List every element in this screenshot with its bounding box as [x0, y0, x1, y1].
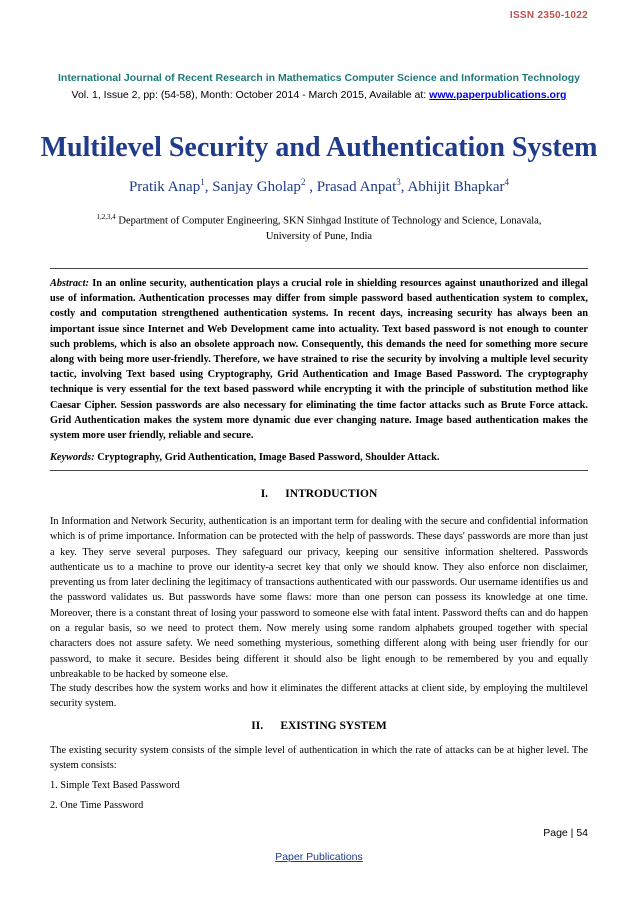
author-separator: ,: [400, 179, 408, 195]
author-name: Pratik Anap: [128, 179, 201, 195]
journal-name: International Journal of Recent Research in Mathematics Computer Science and Information Technology: [58, 72, 580, 84]
page-number: Page | 54: [543, 827, 588, 839]
affiliation: [60, 210, 578, 244]
section-heading-existing-system: II. EXISTING SYSTEM: [251, 720, 387, 732]
author-name: Abhijit Bhapkar: [407, 179, 505, 195]
website-link[interactable]: www.paperpublications.org: [429, 89, 567, 101]
volume-info: [50, 89, 588, 101]
author-separator: ,: [204, 179, 213, 195]
volume-text: Vol. 1, Issue 2, pp: (54-58), Month: October 2014 - March 2015, Available at:: [71, 89, 430, 101]
affiliation-marks: 1,2,3,4: [96, 213, 116, 221]
author-mark: 1: [200, 177, 205, 187]
list-item: 2. One Time Password: [50, 800, 144, 811]
publisher-footer: Paper Publications: [275, 851, 363, 863]
issn-label: ISSN 2350-1022: [509, 10, 588, 21]
affiliation-line-1: Department of Computer Engineering, SKN Sinhgad Institute of Technology and Science, Lonavala,: [115, 215, 542, 227]
affiliation-line-2: University of Pune, India: [265, 230, 373, 242]
keywords: [50, 452, 588, 463]
abstract-text: In an online security, authentication plays a crucial role in shielding resources against unauthorized and illegal use of information. Authentication processes may differ from simple password based authentication system to complex, costly and computation strengthened authentication systems. In recent days, increasing security has always been an important issue since Internet and Web Development came into actuality. Text based password is not enough to counter such problems, which is also an obsolete approach now. Consequently, this demands the need for something more secure along with being more user-friendly. Therefore, we have strained to rise the security by involving a multiple level security tactic, involving Text based using Cryptography, Grid Authentication and Image Based Password. The cryptography technique is very essential for the text based password while encrypting it with the principle of substitution method like Caesar Cipher. Session passwords are also necessary for eliminating the time factor attacks such as Brute Force attack. Grid Authentication makes the system more dynamic due ever changing nature. Image based authentication makes the system more user friendly, reliable and secure.: [50, 278, 588, 442]
intro-paragraph-2: The study describes how the system works and how it eliminates the different attacks at client side, by employing the multilevel security system.: [50, 683, 588, 710]
author-mark: 4: [504, 177, 510, 187]
abstract-top-rule: [50, 268, 588, 269]
section-heading-introduction: I. INTRODUCTION: [260, 488, 378, 500]
author-separator: ,: [305, 179, 317, 195]
list-item: 1. Simple Text Based Password: [50, 780, 180, 791]
keywords-text: Cryptography, Grid Authentication, Image Based Password, Shoulder Attack.: [94, 452, 440, 463]
author-mark: 2: [300, 177, 306, 187]
author-name: Sanjay Gholap: [212, 179, 301, 195]
paper-title: Multilevel Security and Authentication System: [40, 132, 598, 163]
existing-paragraph-1: The existing security system consists of the simple level of authentication in which the rate of attacks can be at higher level. The system consists:: [50, 745, 588, 772]
intro-paragraph-1: In Information and Network Security, authentication is an important term for dealing with the secure and confidential information which is of prime importance. Information can be protected with the help of passwords. These days' passwords are more than just a key. They serve several purposes. They safeguard our privacy, keeping our sensitive information sheltered. Passwords authenticate us to a machine to prove our identity-a secret key that only we should know. They also enforce non disclaimer, preventing us from later declining the legitimacy of transactions authenticated with our passwords. Our username identifies us and the password validates us. But passwords have some flaws: more than one person can possess its knowledge at one time. Moreover, there is a constant threat of losing your password to someone else with fatal intent. Password thefts can and do happen on a regular basis, so we need to protect them. Now merely using some random alphabets grouped together with special characters does not assure safety. We need something mysterious, something different along with being user friendly for our password, to make it secure. Besides being different it should also be light enough to be remembered by you and equally unbreakable to be hacked by someone else.: [50, 516, 588, 680]
abstract-bottom-rule: [50, 470, 588, 471]
author-mark: 3: [396, 177, 401, 187]
keywords-label: Keywords:: [50, 452, 95, 463]
abstract-label: Abstract:: [50, 278, 89, 289]
author-list: [0, 177, 638, 196]
abstract: [50, 276, 588, 443]
author-name: Prasad Anpat: [316, 179, 397, 195]
